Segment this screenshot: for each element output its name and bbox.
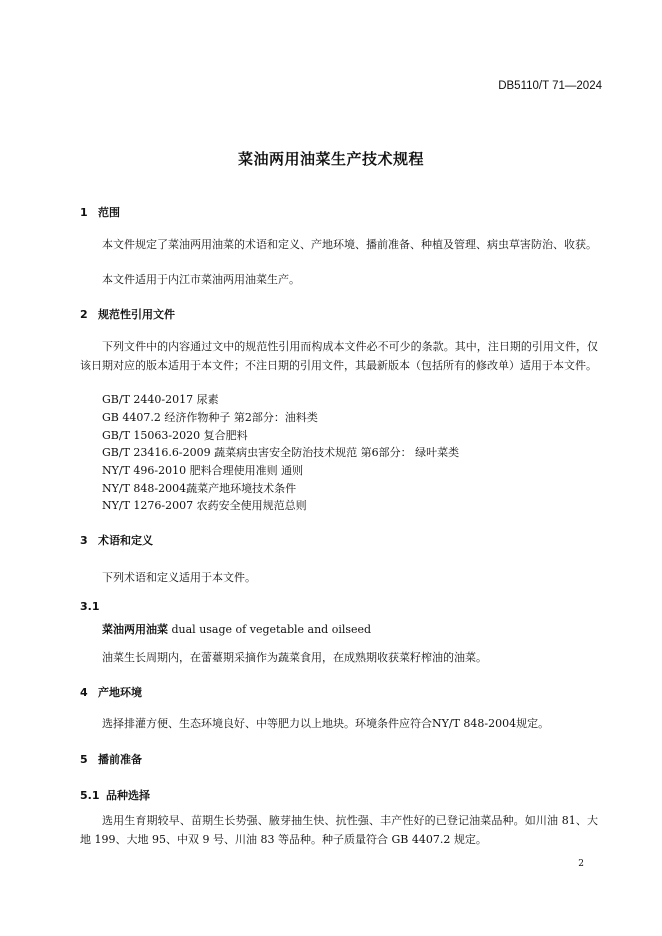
subsection-5-1-heading: [80, 787, 150, 803]
reference-item: GB/T 2440-2017 尿素: [102, 393, 219, 406]
reference-item: NY/T 1276-2007 农药安全使用规范总则: [102, 499, 307, 512]
section-title: 产地环境: [98, 686, 142, 699]
document-code: DB5110/T 71—2024: [498, 80, 602, 92]
section-1-paragraph-2: 本文件适用于内江市菜油两用油菜生产。: [102, 273, 300, 286]
section-3-paragraph-1: 下列术语和定义适用于本文件。: [102, 571, 256, 584]
reference-item: GB/T 15063-2020 复合肥料: [102, 429, 248, 442]
section-number: 1: [80, 206, 88, 219]
section-1-paragraph-1: 本文件规定了菜油两用油菜的术语和定义、产地环境、播前准备、种植及管理、病虫草害防治、收获。: [102, 238, 597, 251]
reference-item: NY/T 496-2010 肥料合理使用准则 通则: [102, 464, 304, 477]
page-title: 菜油两用油菜生产技术规程: [237, 150, 424, 168]
section-2-heading: [80, 306, 175, 322]
section-title: 规范性引用文件: [98, 308, 175, 321]
term-definition: 油菜生长周期内，在蕾薹期采摘作为蔬菜食用，在成熟期收获菜籽榨油的油菜。: [102, 651, 487, 664]
section-number: 4: [80, 686, 88, 699]
section-title: 术语和定义: [98, 534, 153, 547]
section-5-1-paragraph-1: 选用生育期较早、苗期生长势强、腋芽抽生快、抗性强、丰产性好的已登记油菜品种。如川油 81、大地 199、大地 95、中双 9 号、川油 83 等品种。种子质量符合 GB 4407.2 规定。: [80, 814, 598, 846]
section-number: 3: [80, 534, 88, 547]
section-title: 播前准备: [98, 753, 142, 766]
reference-item: GB/T 23416.6-2009 蔬菜病虫害安全防治技术规范 第6部分： 绿叶菜类: [102, 446, 460, 459]
section-2-paragraph-1: 下列文件中的内容通过文中的规范性引用而构成本文件必不可少的条款。其中，注日期的引用文件，仅该日期对应的版本适用于本文件；不注日期的引用文件，其最新版本（包括所有的修改单）适用于本文件。: [80, 340, 598, 372]
reference-item: NY/T 848-2004蔬菜产地环境技术条件: [102, 482, 297, 495]
section-4-paragraph-1: 选择排灌方便、生态环境良好、中等肥力以上地块。环境条件应符合NY/T 848-2004规定。: [102, 717, 550, 730]
section-4-heading: [80, 684, 142, 700]
reference-item: GB 4407.2 经济作物种子 第2部分：油料类: [102, 411, 318, 424]
term-entry: [102, 621, 371, 639]
term-english: dual usage of vegetable and oilseed: [171, 623, 372, 636]
page-number: 2: [578, 859, 584, 869]
term-chinese: 菜油两用油菜: [102, 623, 168, 636]
subsection-3-1-number: 3.1: [80, 600, 100, 613]
section-1-heading: [80, 204, 120, 220]
section-title: 范围: [98, 206, 120, 219]
subsection-number: 5.1: [80, 789, 100, 802]
section-number: 2: [80, 308, 88, 321]
section-number: 5: [80, 753, 88, 766]
subsection-title: 品种选择: [106, 789, 150, 802]
section-5-heading: [80, 751, 142, 767]
section-3-heading: [80, 532, 153, 548]
